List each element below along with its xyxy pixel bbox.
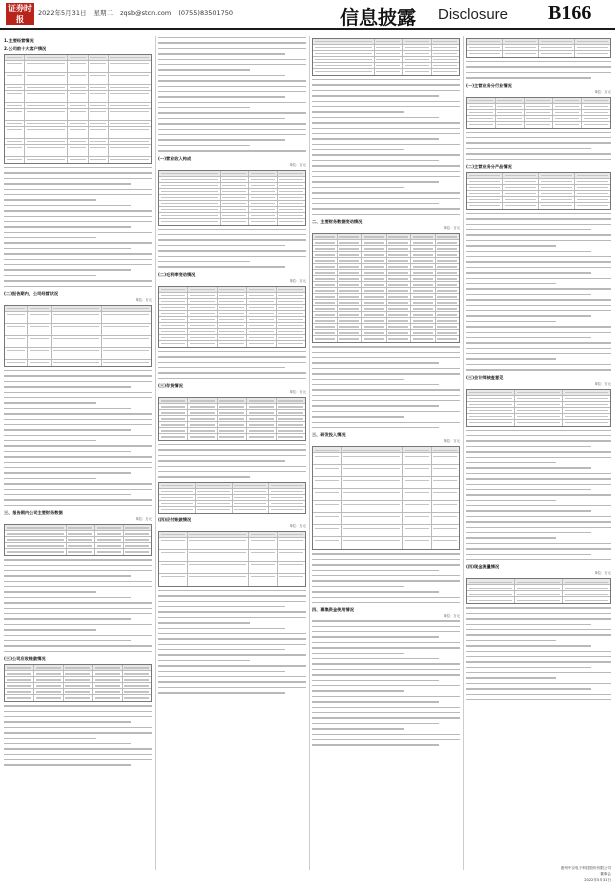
receivable-table <box>4 664 152 702</box>
body-text <box>466 607 611 700</box>
column-3 <box>312 36 460 870</box>
unit-label: 单位：万元 <box>443 226 460 231</box>
heading: (二)毛利率变动情况 <box>158 271 196 277</box>
finance-table <box>4 524 152 556</box>
body-text <box>158 229 306 268</box>
body-text <box>312 346 460 428</box>
column-divider <box>309 36 310 870</box>
column-4 <box>466 36 611 870</box>
footer-board: 董事会 <box>600 872 611 876</box>
body-text <box>4 705 152 766</box>
body-text <box>466 213 611 371</box>
footer-date: 2022年5月31日 <box>584 878 611 882</box>
newspaper-logo: 证券时报 <box>8 3 32 24</box>
heading: 2.公司前十大客户情况 <box>4 46 47 51</box>
body-text <box>158 590 306 694</box>
section-title: 信息披露 <box>340 7 417 29</box>
summary-table <box>466 38 611 58</box>
heading: 四、募集资金使用情况 <box>312 607 354 613</box>
heading: 1.主要经营情况 <box>4 38 34 43</box>
heading: (一)营业收入构成 <box>158 155 192 161</box>
unit-label: 单位：万元 <box>594 89 611 94</box>
unit-label: 单位：万元 <box>289 390 306 395</box>
body-text <box>312 79 460 215</box>
body-text <box>4 370 152 506</box>
unit-label: 单位：万元 <box>135 297 152 302</box>
body-text <box>466 430 611 561</box>
rnd-table <box>312 446 460 550</box>
dateline <box>38 8 238 17</box>
body-text <box>4 559 152 652</box>
body-text <box>158 37 306 152</box>
masthead <box>0 0 615 30</box>
unit-label: 单位：万元 <box>594 571 611 576</box>
body-text <box>158 351 306 379</box>
unit-label: 单位：万元 <box>289 162 306 167</box>
column-divider <box>155 36 156 870</box>
margin-table <box>158 286 306 348</box>
cashflow-table <box>466 578 611 604</box>
footer-company: 惠州中京电子科技股份有限公司 <box>560 866 611 870</box>
section-title-en: Disclosure <box>438 6 509 23</box>
product-table <box>466 172 611 210</box>
heading: (四)应付账款情况 <box>158 516 192 522</box>
customer-table <box>4 54 152 164</box>
heading: (三)存货情况 <box>158 383 183 389</box>
column-1 <box>4 36 152 870</box>
page-number: B166 <box>548 2 592 24</box>
unit-label: 单位：万元 <box>135 517 152 522</box>
body-text <box>312 620 460 745</box>
heading: (三)会计师核查意见 <box>466 374 504 380</box>
body-text <box>466 132 611 160</box>
revenue-table <box>158 170 306 226</box>
heading: (二)报告期内，公司经营状况 <box>4 290 59 296</box>
body-text <box>158 444 306 478</box>
operating-table <box>4 305 152 367</box>
audit-table <box>466 389 611 427</box>
column-divider <box>463 36 464 870</box>
balance-table <box>312 38 460 76</box>
payable-table <box>158 531 306 587</box>
heading: 三、报告期内公司主要财务数据 <box>4 510 63 516</box>
unit-label: 单位：万元 <box>594 381 611 386</box>
heading: 三、研发投入情况 <box>312 432 346 438</box>
unit-label: 单位：万元 <box>443 439 460 444</box>
body-text <box>466 61 611 79</box>
inventory-table <box>158 397 306 441</box>
contact-email: zqsb@stcn.com <box>120 9 172 17</box>
industry-table <box>466 97 611 129</box>
unit-label: 单位：万元 <box>289 278 306 283</box>
body-text <box>312 553 460 603</box>
body-text <box>4 167 152 287</box>
unit-label: 单位：万元 <box>289 523 306 528</box>
contact-phone: (0755)83501750 <box>178 9 234 17</box>
heading: (一)主营业务分行业情况 <box>466 82 512 88</box>
heading: (四)现金流量情况 <box>466 564 500 570</box>
inventory-detail-table <box>158 482 306 514</box>
issue-weekday: 星期二 <box>93 9 114 17</box>
heading: (二)主营业务分产品情况 <box>466 163 512 169</box>
heading: 二、主要财务数据变动情况 <box>312 219 363 225</box>
financial-change-table <box>312 233 460 343</box>
column-2 <box>158 36 306 870</box>
unit-label: 单位：万元 <box>443 614 460 619</box>
heading: (三)公司应收账款情况 <box>4 656 46 662</box>
issue-date: 2022年5月31日 <box>38 9 87 17</box>
